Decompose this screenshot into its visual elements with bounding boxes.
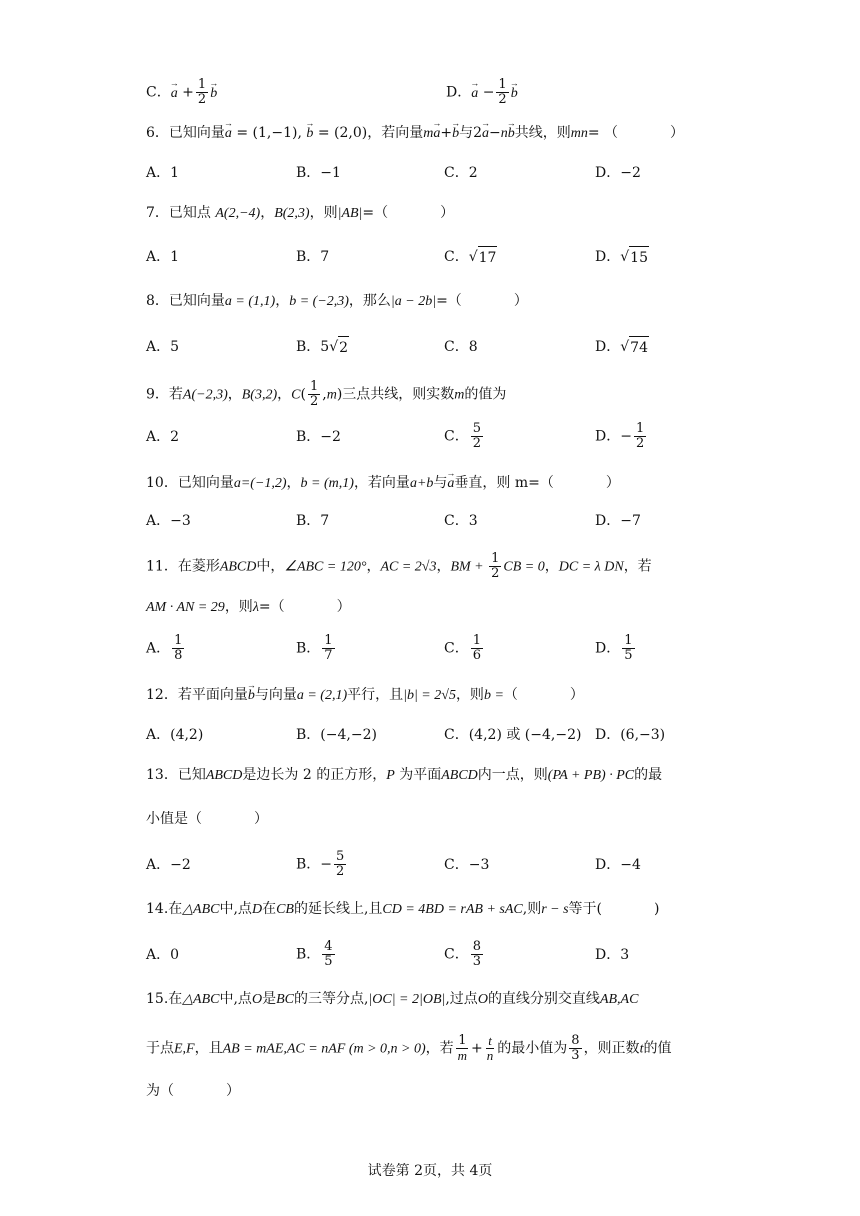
- q12-option-b: B．(−4,−2): [296, 727, 377, 743]
- question-15-stem-line2: 于点E,F，且AB = mAE,AC = nAF (m > 0,n > 0)，若 $\frac{1}{m}$ + $\frac{t}{n}$ 的最小值为 $\frac{8}{3}$ ，则正数t的值: [146, 1033, 672, 1063]
- q8-option-c: C．8: [444, 339, 478, 355]
- q14-option-a: A．0: [146, 947, 180, 963]
- question-9-stem: 9．若A(−2,3)，B(3,2)，C( $\frac{1}{2}$ ,m)三点共线，则实数m的值为: [146, 379, 507, 409]
- q12-option-a: A．(4,2): [146, 727, 204, 743]
- q14-option-b: B． $\frac{4}{5}$: [296, 939, 333, 969]
- q9-option-a: A．2: [146, 429, 180, 445]
- question-8-stem: 8．已知向量a = (1,1)，b = (−2,3)，那么|a − 2b|=（ ）: [146, 293, 528, 309]
- q8-option-a: A．5: [146, 339, 180, 355]
- q9-option-b: B．−2: [296, 429, 341, 445]
- q11-option-d: D． $\frac{1}{5}$: [595, 633, 633, 663]
- q7-option-b: B．7: [296, 249, 330, 265]
- q6-option-d: D．−2: [595, 165, 641, 181]
- q5-option-c: C．→ a + $\frac{1}{2}$ → b: [146, 78, 217, 107]
- q10-option-a: A．−3: [146, 513, 191, 529]
- q12-option-c: C．(4,2) 或 (−4,−2): [444, 727, 582, 743]
- question-15-stem-line1: 15.在△ABC中,点O是BC的三等分点,|OC| = 2|OB|,过点O的直线分别交直线AB,AC: [146, 991, 639, 1007]
- q10-option-b: B．7: [296, 513, 330, 529]
- question-7-stem: 7．已知点 A(2,−4)，B(2,3)，则|AB|=（ ）: [146, 205, 455, 221]
- question-13-stem-line1: 13．已知ABCD是边长为 2 的正方形，P 为平面ABCD内一点，则(PA + PB) · PC的最: [146, 767, 663, 783]
- question-10-stem: 10．已知向量a=(−1,2)，b = (m,1)，若向量a+b与→ a垂直，则 m=（ ）: [146, 472, 620, 495]
- q12-option-d: D．(6,−3): [595, 727, 666, 743]
- q9-option-c: C． $\frac{5}{2}$: [444, 421, 481, 451]
- q8-option-d: D． √ 74: [595, 336, 649, 359]
- q11-option-a: A． $\frac{1}{8}$: [146, 633, 183, 663]
- q9-option-d: D．− $\frac{1}{2}$: [595, 421, 645, 451]
- q6-option-b: B．−1: [296, 165, 341, 181]
- q11-option-c: C． $\frac{1}{6}$: [444, 633, 481, 663]
- q8-option-b: B．5 √ 2: [296, 336, 349, 359]
- q7-option-c: C． √ 17: [444, 246, 497, 269]
- question-13-stem-line2: 小值是（ ）: [146, 811, 268, 827]
- question-11-stem-line2: AM · AN = 29，则λ=（ ）: [146, 599, 351, 615]
- question-11-stem-line1: 11．在菱形ABCD中，∠ABC = 120°，AC = 2√3，BM + $\frac{1}{2}$ CB = 0，DC = λ DN，若: [146, 551, 652, 581]
- q5-option-d: D．→ a − $\frac{1}{2}$ → b: [446, 78, 518, 107]
- q7-option-d: D． √ 15: [595, 246, 649, 269]
- q10-option-c: C．3: [444, 513, 478, 529]
- q7-option-a: A．1: [146, 249, 180, 265]
- q10-option-d: D．−7: [595, 513, 641, 529]
- question-15-stem-line3: 为（ ）: [146, 1083, 240, 1099]
- q14-option-c: C． $\frac{8}{3}$: [444, 939, 481, 969]
- question-6-stem: 6．已知向量→ a = (1,−1), → b = (2,0)，若向量m→ a+→ b与2→ a−n→ b共线，则mn= （ ）: [146, 122, 684, 145]
- question-12-stem: 12．若平面向量→ b与向量a = (2,1)平行，且|b| = 2√5，则b =（ ）: [146, 684, 584, 707]
- q14-option-d: D．3: [595, 947, 630, 963]
- q11-option-b: B． $\frac{1}{7}$: [296, 633, 333, 663]
- q6-option-a: A．1: [146, 165, 180, 181]
- page-footer: 试卷第 2页，共 4页: [367, 1163, 493, 1179]
- q13-option-d: D．−4: [595, 857, 641, 873]
- q13-option-b: B．− $\frac{5}{2}$: [296, 849, 345, 879]
- question-14-stem: 14.在△ABC中,点D在CB的延长线上,且CD = 4BD = rAB + sAC,则r − s等于( ): [146, 901, 660, 917]
- q13-option-a: A．−2: [146, 857, 191, 873]
- q13-option-c: C．−3: [444, 857, 490, 873]
- q6-option-c: C．2: [444, 165, 478, 181]
